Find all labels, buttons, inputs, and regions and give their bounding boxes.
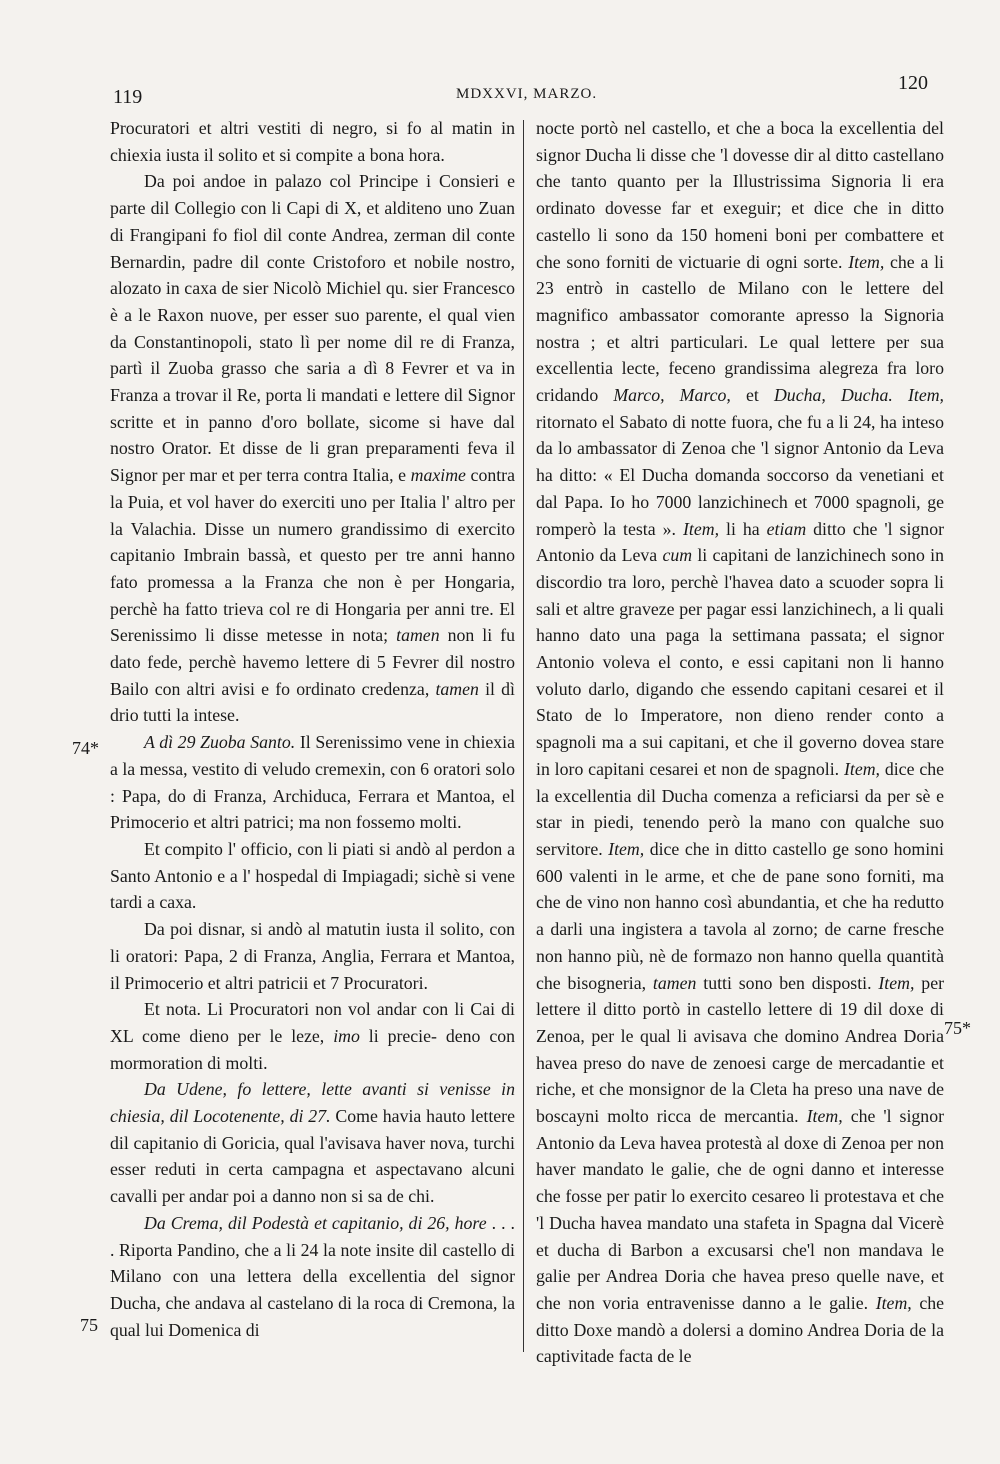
paragraph: Da poi andoe in palazo col Principe i Consieri e parte dil Collegio con li Capi di X, et alditeno uno Zuan di Frangipani fo fiol dil conte Andrea, zerman dil conte Bernardin, padre dil conte Cristoforo et nobile nostro, alozato in caxa de sier Nicolò Michiel qu. sier Francesco è a le Raxon nuove, per esser suo parente, el qual vien da Constantinopoli, stato lì per nome dil re di Franza, partì il Zuoba grasso che saria a dì 8 Fevrer et va in Franza a trovar il Re, porta li mandati e lettere dil Signor scritte et in panno d'oro bollate, sicome si have dal nostro Orator. Et disse de li gran preparamenti feva il Signor per mar et per terra contra Italia, e maxime contra la Puia, et vol haver do exerciti uno per Italia l' altro per la Valachia. Disse un numero grandissimo di exercito capitanio Imbrain bassà, et questo per tre anni hanno fato promessa a la Franza che non è per Hongaria, perchè ha fatto trieva col re di Hongaria per anni tre. El Serenissimo li disse metesse in nota; tamen non li fu dato fede, perchè havemo lettere di 5 Fevrer dil nostro Bailo con altri avisi e fo ordinato credenza, tamen il dì drio tutti la intese. bbox=[110, 171, 515, 726]
page-header bbox=[0, 72, 1000, 112]
margin-note-75-right: 75* bbox=[944, 1018, 971, 1038]
right-column bbox=[536, 115, 944, 1370]
entry-paragraph: Da Crema, dil Podestà et capitanio, di 26, hore . . . . Riporta Pandino, che a li 24 la note insite dil castello di Milano con una lettera della excellentia del signor Ducha, che andava al castelano di la roca di Cremona, la qual lui Domenica di bbox=[110, 1212, 515, 1340]
right-page-number: 120 bbox=[898, 72, 928, 94]
running-title: MDXXVI, MARZO. bbox=[456, 86, 598, 102]
margin-note-74: 74* bbox=[72, 738, 99, 758]
entry-paragraph: A dì 29 Zuoba Santo. Il Serenissimo vene in chiexia a la messa, vestito di veludo cremexin, con 6 oratori solo : Papa, do di Franza, Archiduca, Ferrara et Mantoa, el Primocerio et altri patrici; ma non fossemo molti. bbox=[110, 732, 515, 833]
paragraph: Et compito l' officio, con li piati si andò al perdon a Santo Antonio e a l' hospedal di Impiagadi; sichè si vene tardi a caxa. bbox=[110, 838, 515, 913]
paragraph: nocte portò nel castello, et che a boca la excellentia del signor Ducha li disse che 'l dovesse dir al ditto castellano che tanto quanto per la Illustrissima Signoria li era ordinato dovesse far et exeguir; et dice che in ditto castello li sono da 150 homeni boni per combattere et che sono forniti de victuarie di ogni sorte. Item, che a li 23 entrò in castello de Milano con le lettere del magnifico ambassator comorante apresso la Signoria nostra ; et altri particulari. Le qual lettere per sua excellentia lecte, feceno grandissima alegreza fra loro cridando Marco, Marco, et Ducha, Ducha. Item, ritornato el Sabato di notte fuora, che fu a li 24, ha inteso da lo ambassator di Zenoa che 'l signor Antonio da Leva ha ditto: « El Ducha domanda soccorso da venetiani et dal Papa. Io ho 7000 lanzichinech et 7000 spagnoli, ge romperò la testa ». Item, li ha etiam ditto che 'l signor Antonio da Leva cum li capitani de lanzichinech sono in discordio tra loro, perchè l'havea dato a scuoder sopra li sali et altre graveze per pagar essi lanzichinech, a li quali hanno dato una paga la settimana passata; el signor Antonio voleva el conto, e essi capitani non li hanno voluto darlo, digando che essendo capitani cesarei et il Stato de lo Imperatore, non dieno render conto a spagnoli ma a sui capitani, et che il governo dovea stare in loro capitani cesarei et non de spagnoli. Item, dice che la excellentia dil Ducha comenza a reficiarsi da per sè e star in piedi, tenendo però la mano con qualche suo servitore. Item, dice che in ditto castello ge sono homini 600 valenti in le arme, et che de pane sono forniti, ma che de vino non hanno così abundantia, et che ha redutto a darli una ingistera a tavola al zorno; de carne fresche non hanno più, nè de formazo non hanno quella quantità che bisogneria, tamen tutti sono ben disposti. Item, per lettere il ditto portò in castello lettere di 19 dil doxe di Zenoa, per le qual li avisava che domino Andrea Doria havea preso do nave de zenoesi carge de mercadantie et riche, et che monsignor de la Cleta ha preso una nave de boscayni molto ricca de mercantia. Item, che 'l signor Antonio da Leva havea protestà al doxe di Zenoa per non haver mandato le galie, che de ogni danno et interesse che fosse per patir lo exercito cesareo li protestava et che 'l Ducha havea mandato una stafeta in Spagna dal Vicerè et ducha di Barbon a excusarsi che'l non mandava le galie per Andrea Doria che havea preso quelle nave, et che non voria entravenisse danno a le galie. Item, che ditto Doxe mandò a dolersi a domino Andrea Doria de la captivitade facta de le bbox=[536, 118, 945, 1367]
entry-paragraph: Da Udene, fo lettere, lette avanti si venisse in chiesia, dil Locotenente, di 27. Come havia hauto lettere dil capitanio di Goricia, qual l'avisava haver nova, turchi esser reduti in certa campagna et aspectavano alcuni cavalli per andar poi a danno non si sa de chi. bbox=[110, 1079, 515, 1207]
paragraph: Et nota. Li Procuratori non vol andar con li Cai di XL come dieno per le leze, imo li precie- deno con mormoration di molti. bbox=[110, 999, 516, 1073]
margin-note-75: 75 bbox=[80, 1315, 98, 1335]
left-page-number: 119 bbox=[113, 86, 143, 108]
entry-heading: Da Crema, dil Podestà et capitanio, di 26, hore bbox=[144, 1212, 487, 1233]
paragraph: Procuratori et altri vestiti di negro, si fo al matin in chiexia iusta il solito et si compite a bona hora. bbox=[110, 118, 515, 165]
left-column bbox=[110, 115, 515, 1343]
column-divider bbox=[523, 120, 524, 1352]
entry-heading: A dì 29 Zuoba Santo. bbox=[144, 732, 296, 753]
entry-heading: Da Udene, fo lettere, lette avanti si venisse in chiesia, dil Locotenente, di 27. bbox=[110, 1079, 515, 1127]
paragraph: Da poi disnar, si andò al matutin iusta il solito, con li oratori: Papa, 2 di Franza, Anglia, Ferrara et Mantoa, il Primocerio et altri patricii et 7 Procuratori. bbox=[110, 919, 515, 993]
